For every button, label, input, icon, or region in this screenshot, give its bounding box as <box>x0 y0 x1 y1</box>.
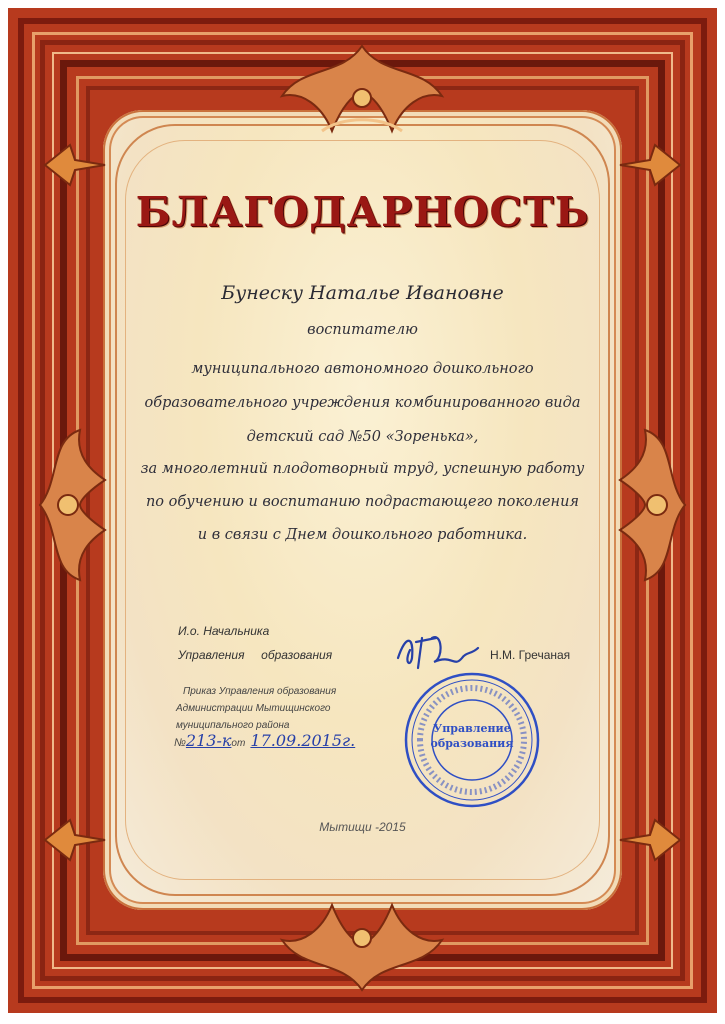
order-date: 17.09.2015г. <box>250 731 356 750</box>
signatory-position-line2: Управления образования <box>178 648 333 662</box>
body-line: образовательного учреждения комбинированного вида <box>144 395 581 411</box>
bottom-ornament-icon <box>262 890 462 1000</box>
top-ornament-icon <box>262 36 462 146</box>
stamp-center-line2: образования <box>430 737 514 750</box>
signatory-position-line1: И.о. Начальника <box>178 624 270 638</box>
body-line: детский сад №50 «Зоренька», <box>246 429 479 445</box>
corner-ornament-icon <box>40 140 110 190</box>
order-line: Администрации Мытищинского <box>176 703 331 714</box>
body-line: муниципального автономного дошкольного <box>191 361 534 377</box>
handwritten-signature <box>392 628 482 674</box>
certificate-title: БЛАГОДАРНОСТЬ <box>135 188 590 236</box>
city-year: Мытищи -2015 <box>319 820 406 834</box>
order-number-row <box>174 731 355 750</box>
body-line: и в связи с Днем дошкольного работника. <box>197 527 528 543</box>
stamp-center-line1: Управление <box>433 722 511 735</box>
order-line: Приказ Управления образования <box>183 686 337 697</box>
order-date-prefix: от <box>231 738 246 749</box>
body-line: воспитателю <box>307 322 418 338</box>
body-line: по обучению и воспитанию подрастающего поколения <box>145 494 580 510</box>
official-stamp <box>402 670 542 810</box>
order-number: 213-к <box>185 731 232 750</box>
order-line: муниципального района <box>176 720 290 731</box>
order-number-prefix: № <box>174 737 186 749</box>
body-line: за многолетний плодотворный труд, успешную работу <box>140 461 585 477</box>
corner-ornament-icon <box>615 140 685 190</box>
signatory-name: Н.М. Гречаная <box>490 648 571 662</box>
recipient-name: Бунеску Наталье Ивановне <box>221 282 504 304</box>
